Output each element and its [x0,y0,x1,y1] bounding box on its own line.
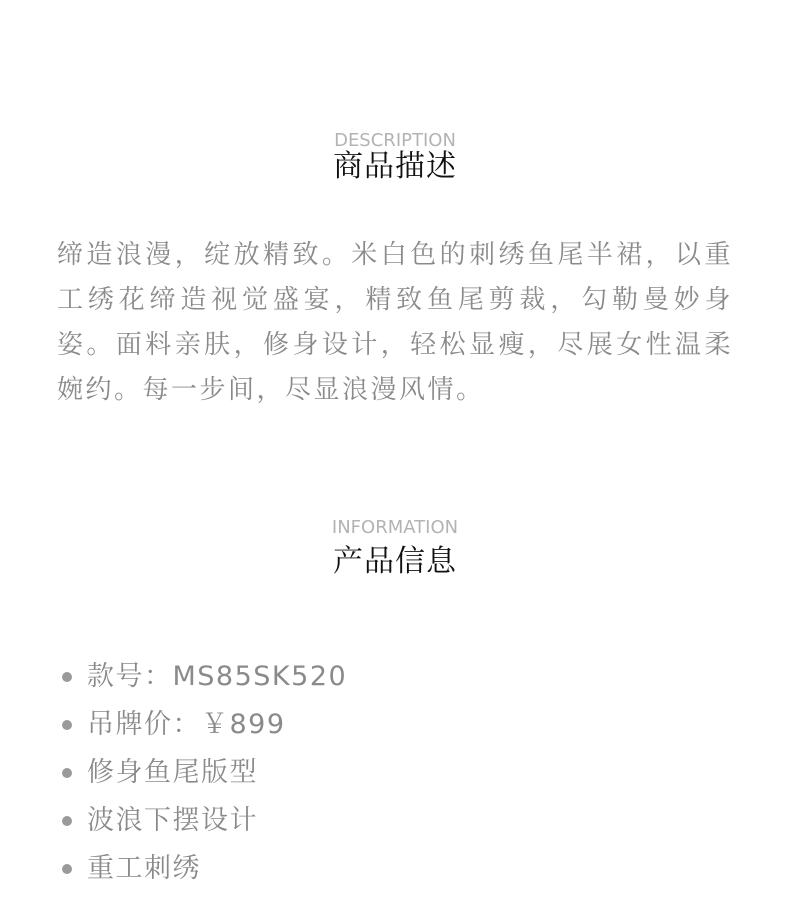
bullet-dot [62,768,72,778]
list-item-text: 重工刺绣 [87,853,201,884]
bullet-dot [62,816,72,826]
description-eyebrow: DESCRIPTION [334,130,456,151]
description-text: 缔造浪漫，绽放精致。米白色的刺绣鱼尾半裙，以重工绣花缔造视觉盛宴，精致鱼尾剪裁，勾勒曼妙身姿。面料亲肤，修身设计，轻松显瘦，尽展女性温柔婉约。每一步间，尽显浪漫风情。 [57,240,733,405]
information-title: 产品信息 [333,544,457,579]
bullet-dot [62,864,72,874]
list-item-fit [58,749,738,797]
list-item-text: 款号：MS85SK520 [87,661,348,692]
list-item-text: 修身鱼尾版型 [87,757,258,788]
list-item-tag-price [58,701,738,749]
description-title: 商品描述 [333,149,457,184]
information-eyebrow: INFORMATION [331,517,459,538]
list-item-hem [58,797,738,845]
list-item-text: 波浪下摆设计 [87,805,258,836]
information-list [58,653,738,893]
bullet-dot [62,672,72,682]
bullet-dot [62,720,72,730]
list-item-style-number [58,653,738,701]
list-item-text: 吊牌价：￥899 [87,709,286,740]
list-item-embroidery [58,845,738,893]
